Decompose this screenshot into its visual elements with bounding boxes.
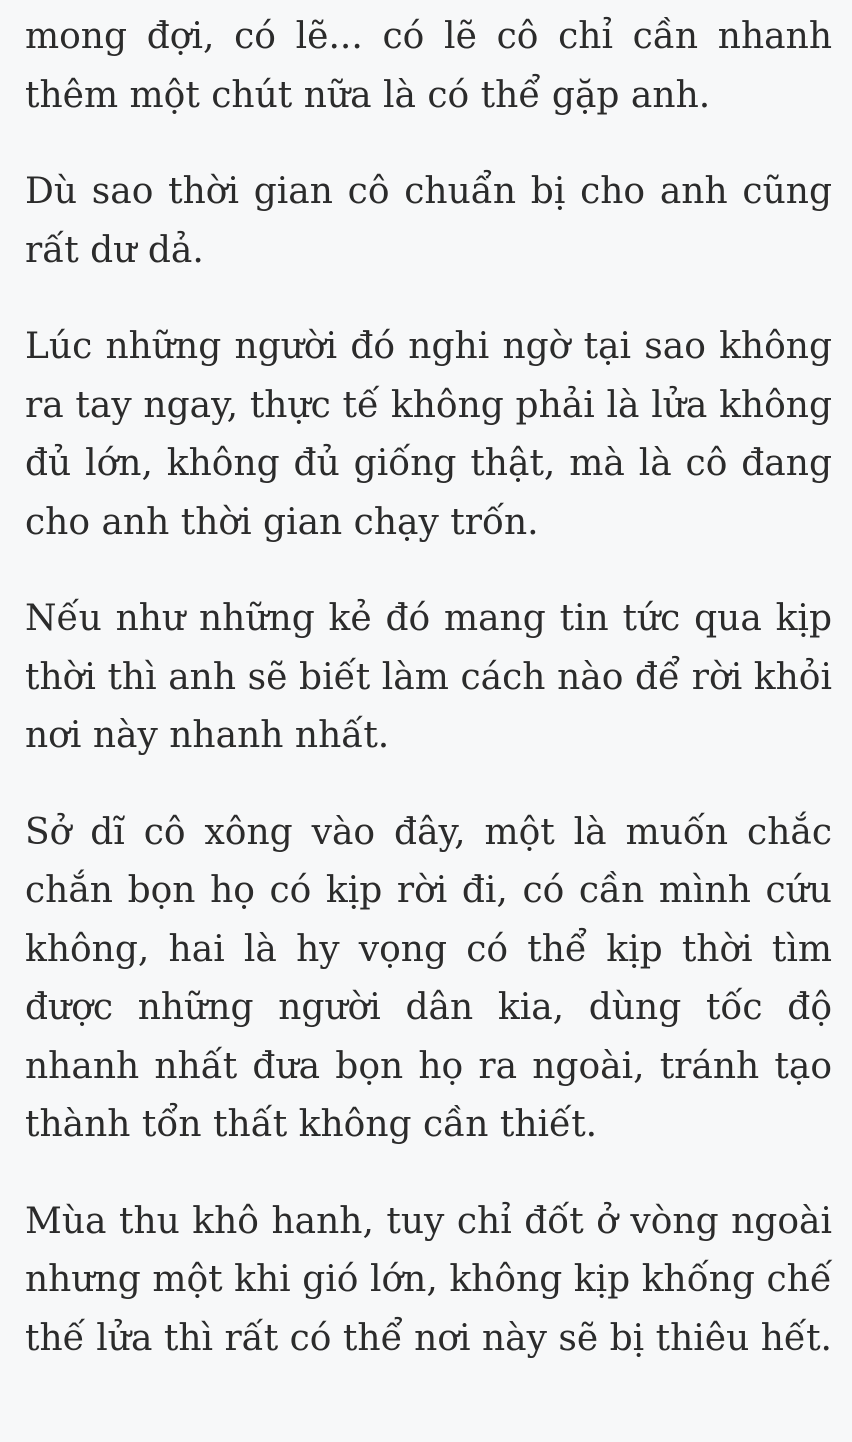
paragraph: Sở dĩ cô xông vào đây, một là muốn chắc chắn bọn họ có kịp rời đi, có cần mình cứu không, hai là hy vọng có thể kịp thời tìm được những người dân kia, dùng tốc độ nhanh nhất đưa bọn họ ra ngoài, tránh tạo thành tổn thất không cần thiết. [25, 811, 832, 1145]
paragraph: Nếu như những kẻ đó mang tin tức qua kịp thời thì anh sẽ biết làm cách nào để rời khỏi nơi này nhanh nhất. [25, 598, 832, 756]
paragraph: Dù sao thời gian cô chuẩn bị cho anh cũng rất dư dả. [25, 171, 832, 271]
paragraph: mong đợi, có lẽ... có lẽ cô chỉ cần nhanh thêm một chút nữa là có thể gặp anh. [25, 16, 832, 116]
paragraph: Lúc những người đó nghi ngờ tại sao không ra tay ngay, thực tế không phải là lửa không đủ lớn, không đủ giống thật, mà là cô đang cho anh thời gian chạy trốn. [25, 326, 832, 543]
paragraph: Mùa thu khô hanh, tuy chỉ đốt ở vòng ngoài nhưng một khi gió lớn, không kịp khống chế thế lửa thì rất có thể nơi này sẽ bị thiêu hết. [25, 1200, 832, 1359]
